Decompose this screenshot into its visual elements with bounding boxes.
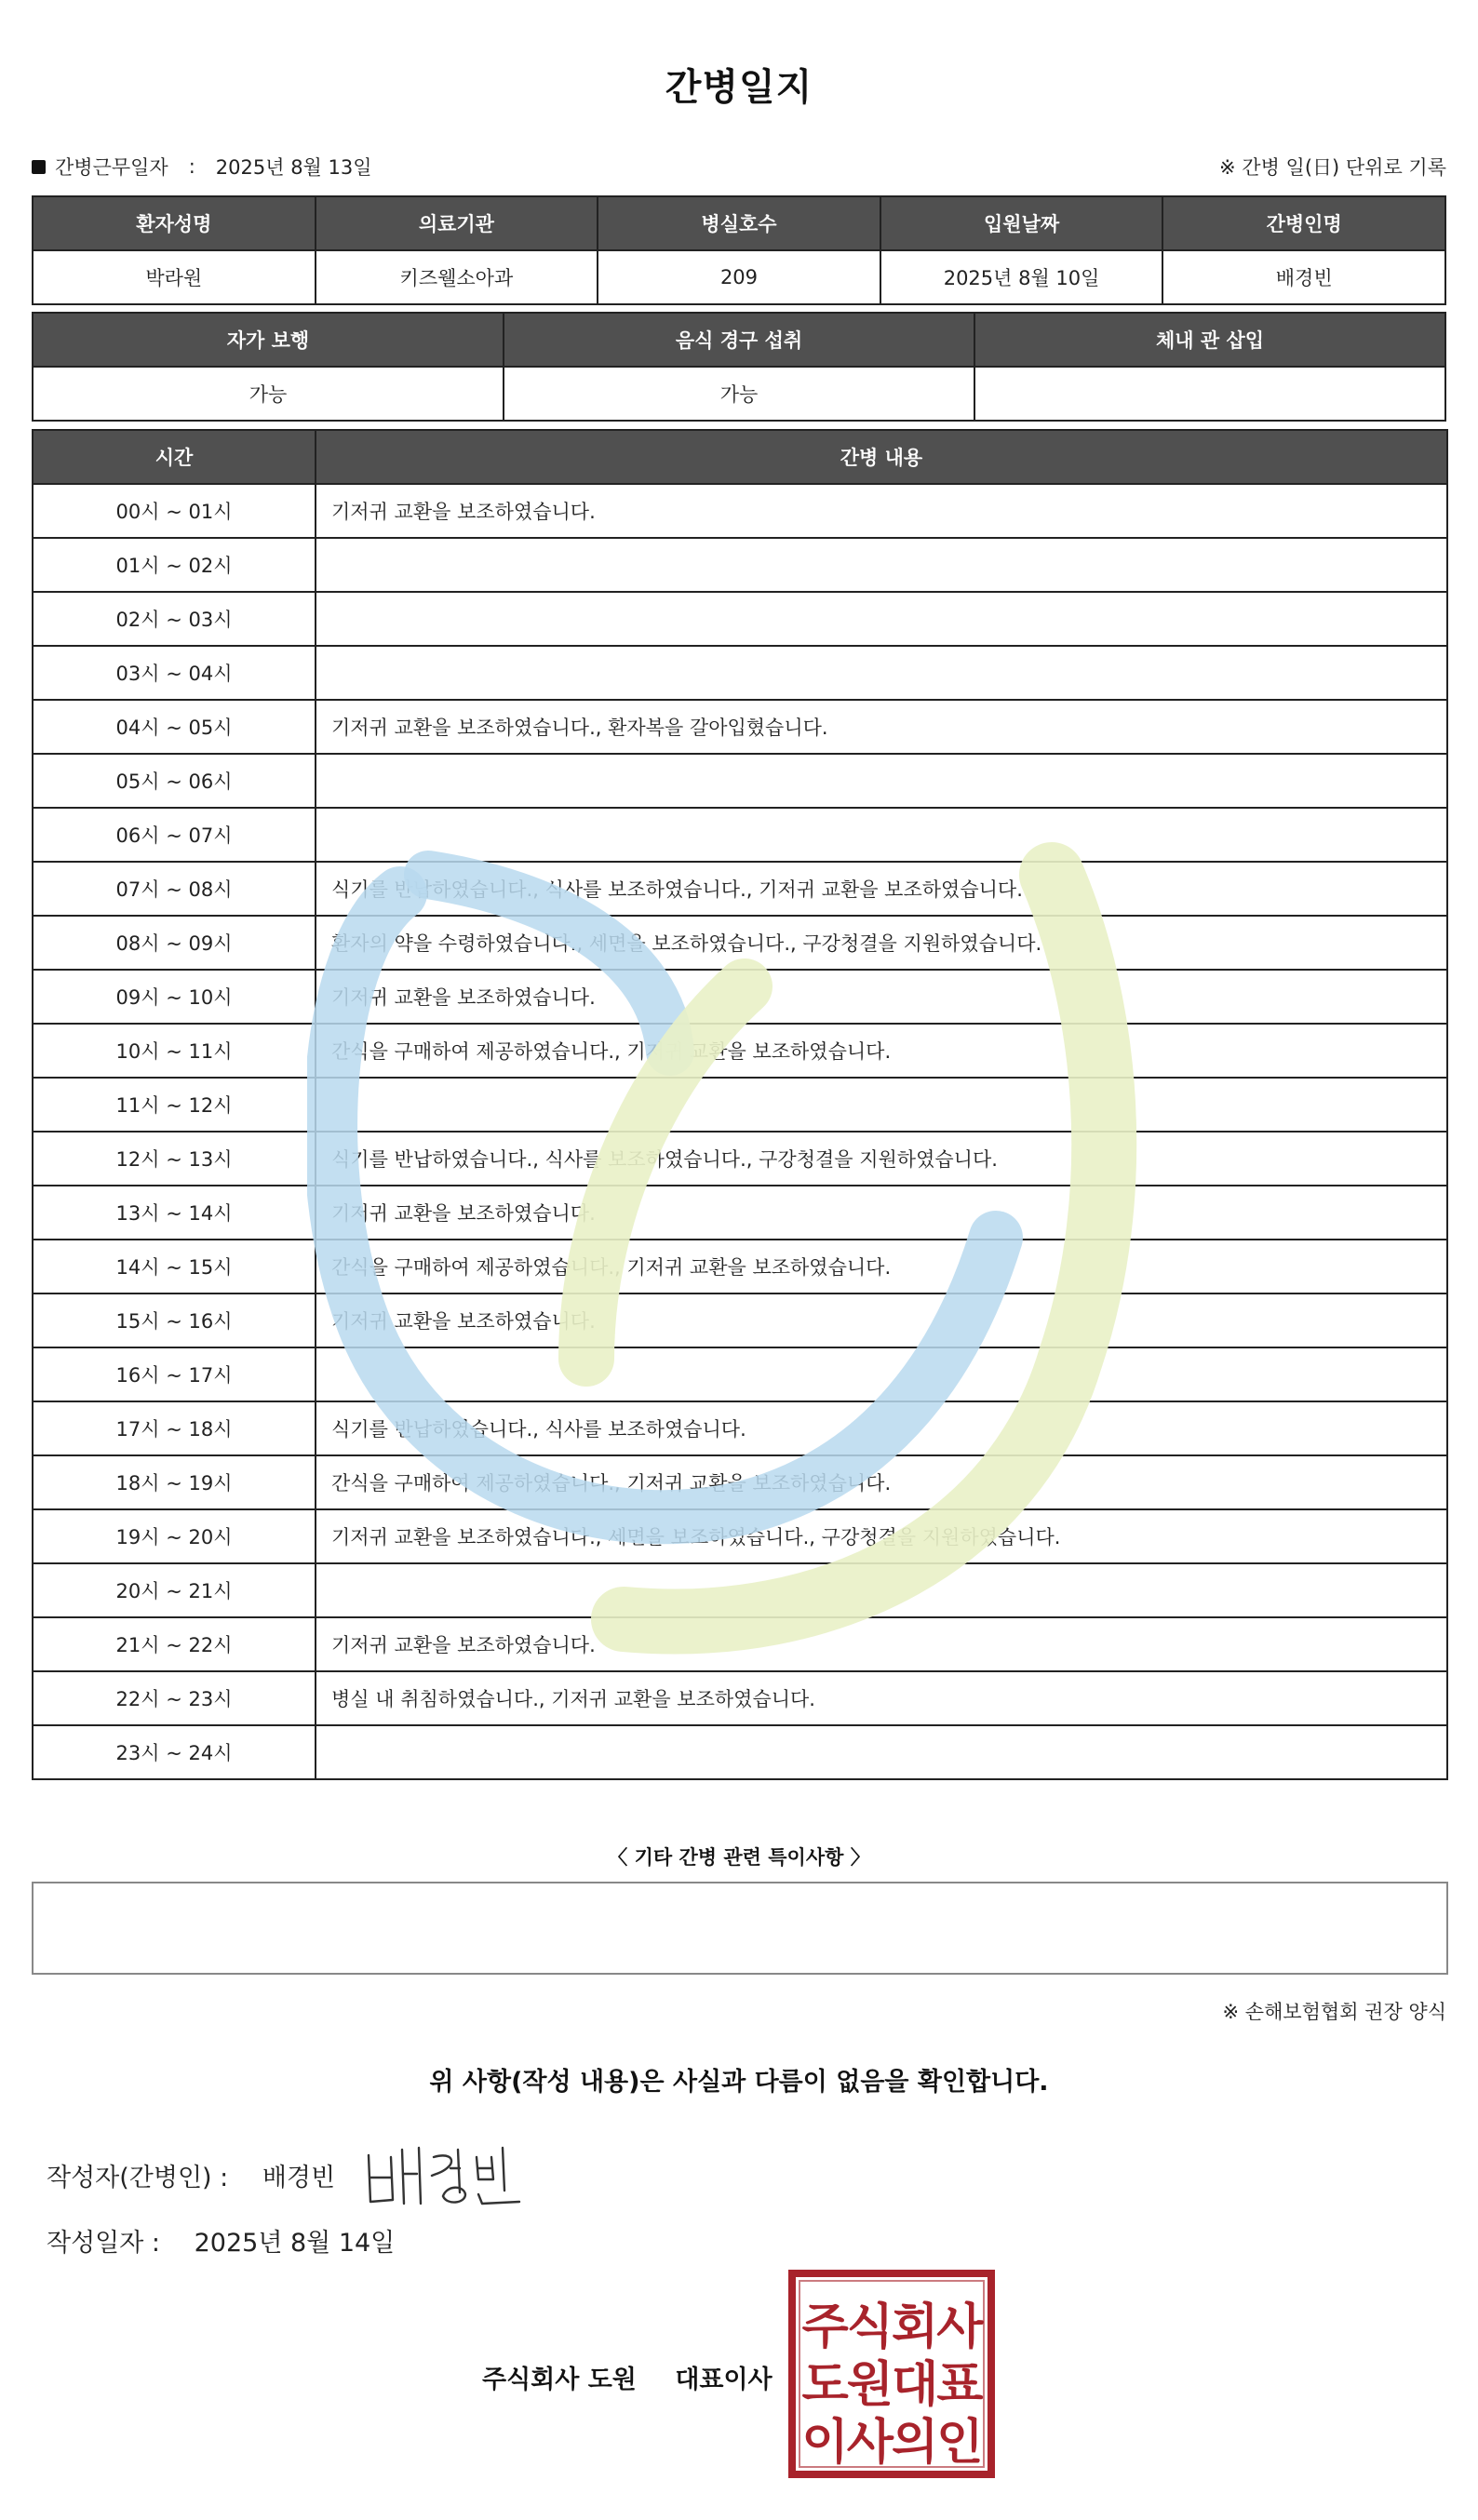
log-time-cell: 19시 ~ 20시 — [33, 1509, 316, 1563]
log-row — [33, 916, 1447, 970]
handwritten-signature — [361, 2137, 529, 2211]
work-date-line — [32, 153, 372, 181]
log-time-cell: 21시 ~ 22시 — [33, 1617, 316, 1671]
header-room-number: 병실호수 — [598, 196, 880, 250]
log-time-cell: 16시 ~ 17시 — [33, 1347, 316, 1401]
header-time: 시간 — [33, 430, 316, 484]
caregiver-name: 배경빈 — [1162, 250, 1445, 304]
tube-insertion-value — [974, 367, 1445, 421]
patient-info-header-row — [33, 196, 1445, 250]
room-number: 209 — [598, 250, 880, 304]
log-content-cell: 기저귀 교환을 보조하였습니다. — [316, 1294, 1447, 1347]
log-row — [33, 1347, 1447, 1401]
status-header-row — [33, 313, 1445, 367]
log-time-cell: 07시 ~ 08시 — [33, 862, 316, 916]
svg-text:도원대표: 도원대표 — [801, 2357, 982, 2413]
log-content-cell — [316, 1347, 1447, 1401]
log-time-cell: 01시 ~ 02시 — [33, 538, 316, 592]
company-line — [482, 2359, 773, 2395]
patient-info-value-row — [33, 250, 1445, 304]
log-content-cell: 식기를 반납하였습니다., 식사를 보조하였습니다. — [316, 1401, 1447, 1455]
confirmation-statement: 위 사항(작성 내용)은 사실과 다름이 없음을 확인합니다. — [429, 2068, 1049, 2097]
log-row — [33, 1186, 1447, 1240]
log-time-cell: 12시 ~ 13시 — [33, 1132, 316, 1186]
log-time-cell: 10시 ~ 11시 — [33, 1024, 316, 1078]
form-source-footnote: ※ 손해보험협회 권장 양식 — [1222, 2001, 1446, 2023]
oral-intake-value: 가능 — [504, 367, 974, 421]
log-header-row — [33, 430, 1447, 484]
header-admission-date: 입원날짜 — [880, 196, 1163, 250]
log-row — [33, 484, 1447, 538]
log-time-cell: 02시 ~ 03시 — [33, 592, 316, 646]
log-content-cell: 기저귀 교환을 보조하였습니다. — [316, 1186, 1447, 1240]
header-caregiver-name: 간병인명 — [1162, 196, 1445, 250]
log-time-cell: 17시 ~ 18시 — [33, 1401, 316, 1455]
log-time-cell: 06시 ~ 07시 — [33, 808, 316, 862]
admission-date: 2025년 8월 10일 — [880, 250, 1163, 304]
self-walking-value: 가능 — [33, 367, 504, 421]
daily-record-note: ※ 간병 일(日) 단위로 기록 — [1219, 156, 1446, 179]
written-date-label: 작성일자 : — [47, 2229, 161, 2258]
hospital-name: 키즈웰소아과 — [316, 250, 598, 304]
log-content-cell — [316, 808, 1447, 862]
special-notes-box — [32, 1882, 1448, 1975]
log-content-cell — [316, 754, 1447, 808]
log-row — [33, 1725, 1447, 1779]
log-row — [33, 1509, 1447, 1563]
log-row — [33, 970, 1447, 1024]
log-content-cell: 기저귀 교환을 보조하였습니다., 환자복을 갈아입혔습니다. — [316, 700, 1447, 754]
work-date-separator: : — [188, 155, 195, 178]
log-time-cell: 03시 ~ 04시 — [33, 646, 316, 700]
log-content-cell — [316, 646, 1447, 700]
log-content-cell: 간식을 구매하여 제공하였습니다., 기저귀 교환을 보조하였습니다. — [316, 1240, 1447, 1294]
log-row — [33, 1240, 1447, 1294]
log-row — [33, 808, 1447, 862]
log-time-cell: 23시 ~ 24시 — [33, 1725, 316, 1779]
special-notes-title: 〈 기타 간병 관련 특이사항 〉 — [608, 1846, 870, 1869]
log-content-cell: 간식을 구매하여 제공하였습니다., 기저귀 교환을 보조하였습니다. — [316, 1455, 1447, 1509]
header-tube-insertion: 체내 관 삽입 — [974, 313, 1445, 367]
log-row — [33, 1294, 1447, 1347]
log-row — [33, 1132, 1447, 1186]
log-row — [33, 1024, 1447, 1078]
patient-status-table — [32, 312, 1446, 422]
written-date-line — [47, 2222, 395, 2259]
written-date-value: 2025년 8월 14일 — [194, 2229, 396, 2258]
header-hospital: 의료기관 — [316, 196, 598, 250]
log-time-cell: 13시 ~ 14시 — [33, 1186, 316, 1240]
log-content-cell — [316, 1725, 1447, 1779]
log-row — [33, 1401, 1447, 1455]
log-time-cell: 08시 ~ 09시 — [33, 916, 316, 970]
log-row — [33, 754, 1447, 808]
log-content-cell: 병실 내 취침하였습니다., 기저귀 교환을 보조하였습니다. — [316, 1671, 1447, 1725]
log-time-cell: 05시 ~ 06시 — [33, 754, 316, 808]
log-time-cell: 00시 ~ 01시 — [33, 484, 316, 538]
patient-name: 박라원 — [33, 250, 316, 304]
log-content-cell: 기저귀 교환을 보조하였습니다. — [316, 970, 1447, 1024]
patient-info-table — [32, 195, 1446, 305]
svg-text:이사의인: 이사의인 — [801, 2415, 982, 2471]
log-content-cell — [316, 1078, 1447, 1132]
work-date-value: 2025년 8월 13일 — [215, 156, 372, 179]
log-content-cell: 식기를 반납하였습니다., 식사를 보조하였습니다., 기저귀 교환을 보조하였습니다. — [316, 862, 1447, 916]
bullet-square-icon — [32, 160, 46, 174]
writer-label: 작성자(간병인) : — [47, 2164, 229, 2192]
log-time-cell: 11시 ~ 12시 — [33, 1078, 316, 1132]
company-name: 주식회사 도원 — [482, 2366, 637, 2394]
writer-name: 배경빈 — [262, 2164, 336, 2192]
log-body — [33, 484, 1447, 1779]
log-row — [33, 1617, 1447, 1671]
representative-title: 대표이사 — [675, 2366, 773, 2394]
header-patient-name: 환자성명 — [33, 196, 316, 250]
document-title: 간병일지 — [665, 66, 813, 109]
log-content-cell: 기저귀 교환을 보조하였습니다. — [316, 1617, 1447, 1671]
log-row — [33, 646, 1447, 700]
hourly-log-table — [32, 429, 1448, 1780]
work-date-label: 간병근무일자 — [55, 156, 168, 179]
log-time-cell: 22시 ~ 23시 — [33, 1671, 316, 1725]
log-content-cell — [316, 538, 1447, 592]
header-oral-intake: 음식 경구 섭취 — [504, 313, 974, 367]
log-time-cell: 18시 ~ 19시 — [33, 1455, 316, 1509]
log-content-cell: 환자의 약을 수령하였습니다., 세면을 보조하였습니다., 구강청결을 지원하였습니다. — [316, 916, 1447, 970]
log-row — [33, 1563, 1447, 1617]
svg-text:주식회사: 주식회사 — [801, 2299, 982, 2355]
log-content-cell: 식기를 반납하였습니다., 식사를 보조하였습니다., 구강청결을 지원하였습니다. — [316, 1132, 1447, 1186]
log-time-cell: 20시 ~ 21시 — [33, 1563, 316, 1617]
log-row — [33, 1078, 1447, 1132]
writer-line — [47, 2157, 335, 2193]
log-time-cell: 09시 ~ 10시 — [33, 970, 316, 1024]
log-time-cell: 14시 ~ 15시 — [33, 1240, 316, 1294]
log-content-cell — [316, 1563, 1447, 1617]
status-value-row — [33, 367, 1445, 421]
log-row — [33, 538, 1447, 592]
header-care-content: 간병 내용 — [316, 430, 1447, 484]
log-row — [33, 592, 1447, 646]
header-self-walking: 자가 보행 — [33, 313, 504, 367]
log-row — [33, 700, 1447, 754]
log-content-cell — [316, 592, 1447, 646]
log-content-cell: 기저귀 교환을 보조하였습니다. — [316, 484, 1447, 538]
log-row — [33, 862, 1447, 916]
log-row — [33, 1455, 1447, 1509]
company-seal-stamp — [787, 2269, 996, 2479]
log-row — [33, 1671, 1447, 1725]
log-time-cell: 04시 ~ 05시 — [33, 700, 316, 754]
log-content-cell: 기저귀 교환을 보조하였습니다., 세면을 보조하였습니다., 구강청결을 지원하였습니다. — [316, 1509, 1447, 1563]
log-time-cell: 15시 ~ 16시 — [33, 1294, 316, 1347]
log-content-cell: 간식을 구매하여 제공하였습니다., 기저귀 교환을 보조하였습니다. — [316, 1024, 1447, 1078]
